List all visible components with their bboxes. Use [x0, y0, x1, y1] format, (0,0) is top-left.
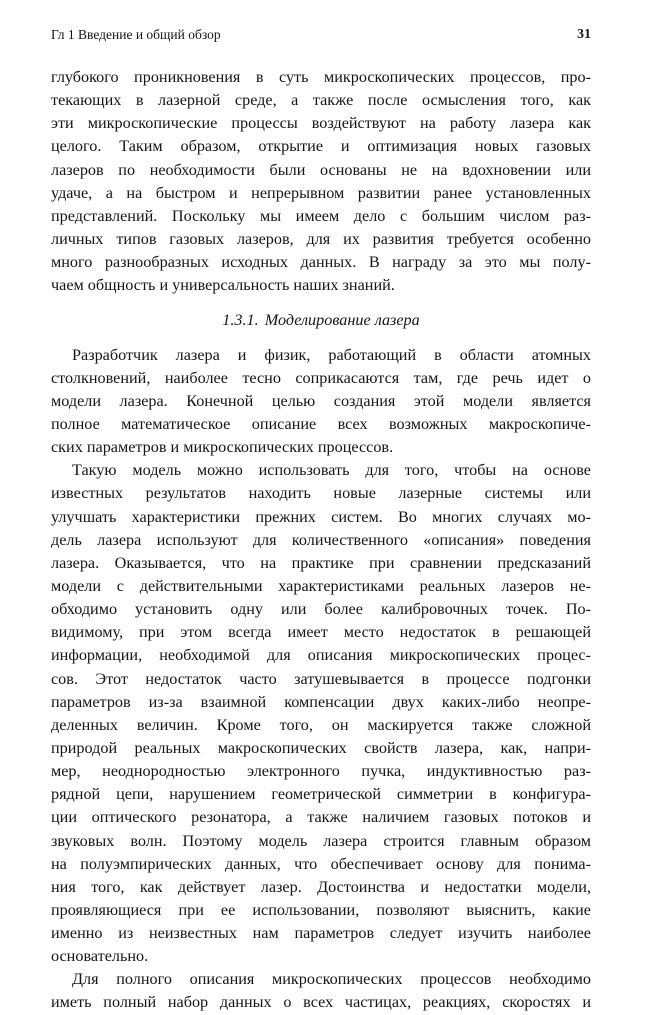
text-line: столкновений, наиболее тесно соприкасаются там, где речь идет о [51, 368, 591, 387]
paragraph-3 [51, 459, 591, 968]
chapter-title: Гл 1 Введение и общий обзор [51, 27, 221, 42]
subsection-number: 1.3.1. [222, 311, 259, 330]
book-page [51, 26, 591, 1015]
text-line: именно из неизвестных нам параметров следует изучить наиболее [51, 924, 591, 943]
paragraph-4 [51, 968, 591, 1014]
text-line: Такую модель можно использовать для того, чтобы на основе [72, 461, 591, 480]
text-line: рядной цепи, нарушением геометрической симметрии в конфигура- [51, 785, 591, 804]
text-line: известных результатов находить новые лазерные системы или [51, 484, 591, 503]
text-line: природой реальных макроскопических свойств лазера, как, напри- [51, 738, 591, 757]
text-line: иметь полный набор данных о всех частицах, реакциях, скоростях и [51, 993, 591, 1012]
running-head [51, 26, 591, 48]
text-line: звуковых волн. Поэтому модель лазера строится главным образом [51, 831, 591, 850]
text-line: обходимо установить одну или более калибровочных точек. По- [51, 600, 591, 619]
text-line: дель лазера используют для количественного «описания» поведения [51, 530, 591, 549]
paragraph-2 [51, 344, 591, 460]
text-line: модели лазера. Конечной целью создания этой модели является [51, 391, 591, 410]
text-line: чаем общность и универсальность наших знаний. [51, 276, 395, 295]
text-line: проявляющиеся при ее использовании, позволяют выяснить, какие [51, 900, 591, 919]
subsection-heading [51, 309, 591, 332]
text-line: улучшать характеристики прежних систем. Во многих случаях мо- [51, 507, 591, 526]
subsection-title: Моделирование лазера [264, 311, 420, 330]
body-text [51, 66, 591, 1015]
text-line: удаче, а на быстром и непрерывном развитии ранее установленных [51, 183, 591, 202]
text-line: текающих в лазерной среде, а также после осмысления того, как [51, 91, 591, 110]
text-line: Разработчик лазера и физик, работающий в области атомных [72, 345, 591, 364]
text-line: информации, необходимой для описания микроскопических процес- [51, 646, 591, 665]
text-line: эти микроскопические процессы воздействуют на работу лазера как [51, 114, 591, 133]
text-line: много разнообразных исходных данных. В награду за это мы полу- [51, 253, 591, 272]
page-number: 31 [577, 27, 591, 42]
text-line: целого. Таким образом, открытие и оптимизация новых газовых [51, 137, 591, 156]
text-line: лазера. Оказывается, что на практике при сравнении предсказаний [51, 553, 591, 572]
text-line: Для полного описания микроскопических процессов необходимо [72, 970, 591, 989]
text-line: деленных величин. Кроме того, он маскируется также сложной [51, 715, 591, 734]
text-line: основательно. [51, 947, 149, 966]
text-line: видимому, при этом всегда имеет место недостаток в решающей [51, 623, 591, 642]
text-line: представлений. Поскольку мы имеем дело с большим числом раз- [51, 206, 591, 225]
text-line: ния того, как действует лазер. Достоинства и недостатки модели, [51, 877, 591, 896]
text-line: модели с действительными характеристиками реальных лазеров не- [51, 576, 591, 595]
text-line: на полуэмпирических данных, что обеспечивает основу для понима- [51, 854, 591, 873]
text-line: глубокого проникновения в суть микроскопических процессов, про- [51, 68, 591, 86]
text-line: лазеров по необходимости были основаны не на вдохновении или [51, 160, 591, 179]
paragraph-1 [51, 66, 591, 297]
text-line: ции оптического резонатора, а также наличием газовых потоков и [51, 808, 591, 827]
text-line: параметров из-за взаимной компенсации двух каких-либо неопре- [51, 692, 591, 711]
text-line: полное математическое описание всех возможных макроскопиче- [51, 414, 591, 433]
text-line: мер, неоднородностью электронного пучка, индуктивностью раз- [51, 762, 591, 781]
text-line: ских параметров и микроскопических процессов. [51, 438, 394, 457]
text-line: личных типов газовых лазеров, для их развития требуется особенно [51, 229, 591, 248]
text-line: сов. Этот недостаток часто затушевывается в процессе подгонки [51, 669, 591, 688]
